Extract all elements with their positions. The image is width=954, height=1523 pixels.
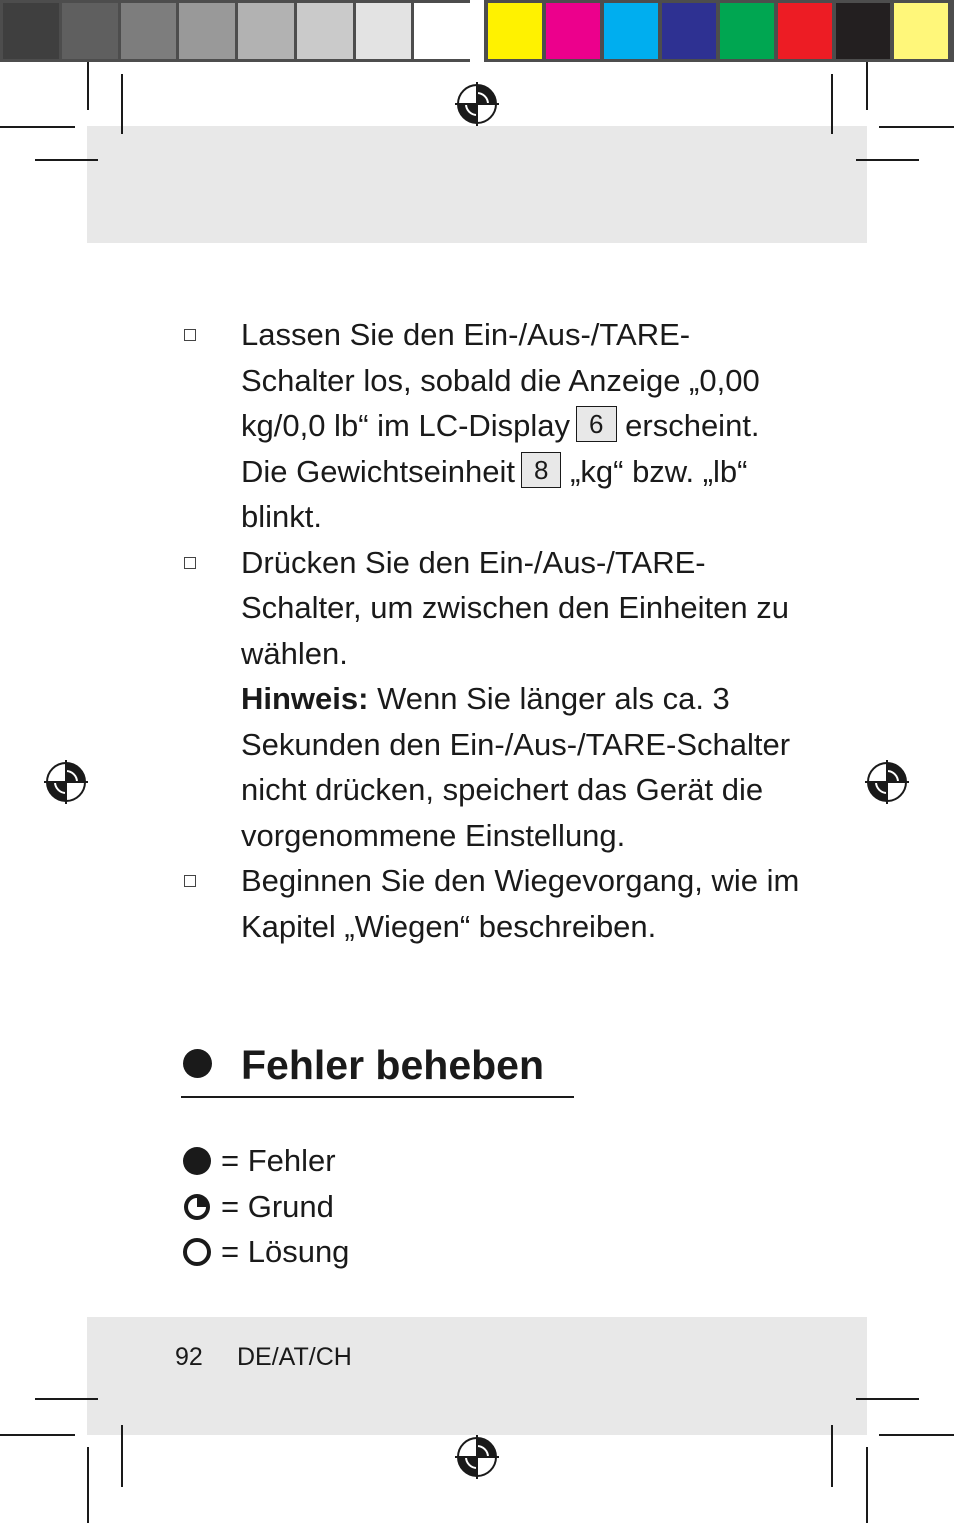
crop-mark: [831, 1425, 833, 1487]
note: [241, 676, 801, 858]
crop-mark: [866, 1447, 868, 1523]
crop-mark: [87, 1447, 89, 1523]
crop-mark: [879, 1434, 954, 1436]
gray-swatch: [121, 3, 177, 59]
registration-mark-icon: [865, 760, 909, 804]
registration-mark-icon: [44, 760, 88, 804]
reference-number: 6: [576, 406, 616, 442]
list-item: [181, 312, 801, 540]
crop-mark: [879, 126, 954, 128]
color-swatch: [894, 3, 948, 59]
page-number: 92: [175, 1343, 203, 1371]
half-circle-icon: [183, 1193, 211, 1221]
legend-text: = Fehler: [221, 1143, 336, 1178]
checkbox-icon: [184, 875, 196, 887]
registration-mark-icon: [455, 1435, 499, 1479]
crop-mark: [0, 126, 75, 128]
item-text: Beginnen Sie den Wiegevorgang, wie im Kapitel „Wiegen“ beschreiben.: [241, 863, 800, 944]
crop-mark: [0, 1434, 75, 1436]
gray-swatch: [179, 3, 235, 59]
footer-band: [87, 1317, 867, 1435]
crop-mark: [87, 62, 89, 110]
item-text: „kg“ bzw. „lb“ blinkt.: [241, 453, 748, 534]
legend-text: = Lösung: [221, 1234, 350, 1269]
section-heading: [181, 1036, 574, 1098]
gray-swatch: [356, 3, 412, 59]
header-band: [87, 126, 867, 243]
region-label: DE/AT/CH: [237, 1343, 352, 1371]
note-label: Hinweis:: [241, 681, 369, 716]
legend-item: [183, 1229, 349, 1275]
gray-swatch: [3, 3, 59, 59]
checkbox-icon: [184, 557, 196, 569]
legend-item: [183, 1184, 349, 1230]
filled-circle-icon: [183, 1147, 211, 1175]
crop-mark: [856, 1398, 919, 1400]
crop-mark: [866, 62, 868, 110]
section-title: Fehler beheben: [241, 1042, 545, 1088]
item-text: Drücken Sie den Ein-/Aus-/TARE-Schalter, um zwischen den Einheiten zu wählen.: [241, 544, 789, 671]
reference-number: 8: [521, 452, 561, 488]
gray-scale-bar: [0, 0, 470, 62]
list-item: [181, 540, 801, 859]
legend-item: [183, 1138, 349, 1184]
checkbox-icon: [184, 329, 196, 341]
legend: [183, 1138, 349, 1275]
color-swatch: [778, 3, 832, 59]
filled-circle-icon: [183, 1049, 212, 1078]
gray-swatch: [414, 3, 470, 59]
crop-mark: [35, 159, 98, 161]
crop-mark: [856, 159, 919, 161]
gray-swatch: [62, 3, 118, 59]
color-swatch: [604, 3, 658, 59]
crop-mark: [831, 74, 833, 134]
note-text: Wenn Sie länger als ca. 3 Sekunden den Ein-/Aus-/TARE-Schalter nicht drücken, speichert das Gerät die vorgenommene Einstellung.: [241, 681, 791, 853]
crop-mark: [35, 1398, 98, 1400]
color-swatch: [546, 3, 600, 59]
color-swatch: [662, 3, 716, 59]
color-swatch: [836, 3, 890, 59]
color-swatch: [720, 3, 774, 59]
crop-mark: [121, 1425, 123, 1487]
crop-mark: [121, 74, 123, 134]
item-text: Lassen Sie den Ein-/Aus-/TARE-Schalter los, sobald die Anzeige „0,00 kg/0,0 lb“ im LC-Display: [241, 317, 760, 443]
list-item: [181, 858, 801, 949]
registration-mark-icon: [455, 82, 499, 126]
item-text: erscheint. Die Gewichtseinheit: [241, 408, 760, 489]
process-color-bar: [484, 0, 954, 62]
color-swatch: [488, 3, 542, 59]
open-circle-icon: [183, 1238, 211, 1266]
instruction-list: [181, 312, 801, 949]
gray-swatch: [297, 3, 353, 59]
gray-swatch: [238, 3, 294, 59]
legend-text: = Grund: [221, 1188, 334, 1224]
